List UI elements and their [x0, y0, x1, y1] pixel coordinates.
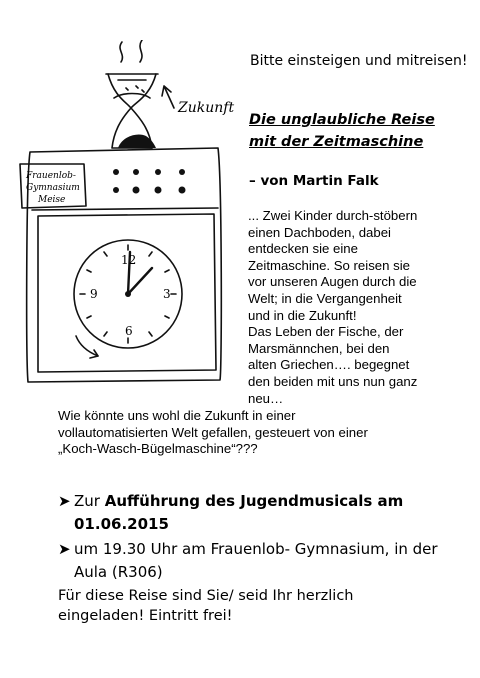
- bullet-bold: Aufführung des Jugendmusicals am: [104, 492, 404, 510]
- story-line: alten Griechen…. begegnet: [248, 357, 410, 373]
- question-line: „Koch-Wasch-Bügelmaschine“???: [58, 441, 258, 457]
- story-line: Welt; in die Vergangenheit: [248, 290, 402, 306]
- invitation-line: eingeladen! Eintritt frei!: [58, 608, 233, 624]
- event-time-place: um 19.30 Uhr am Frauenlob- Gymnasium, in der: [74, 540, 438, 558]
- event-date: 01.06.2015: [74, 515, 169, 533]
- event-bullet: [58, 490, 468, 536]
- question-line: vollautomatisierten Welt gefallen, gesteuert von einer: [58, 424, 368, 440]
- arrow-bullet-icon: ➤: [58, 492, 71, 510]
- time-machine-drawing: [18, 40, 240, 420]
- title-line: mit der Zeitmaschine: [249, 134, 424, 150]
- story-line: Zeitmaschine. So reisen sie: [248, 257, 410, 273]
- title-line: Die unglaubliche Reise: [249, 112, 435, 128]
- story-line: neu…: [248, 390, 284, 406]
- bullet-lead: Zur: [74, 492, 105, 510]
- invitation: [58, 586, 468, 626]
- story-line: einen Dachboden, dabei: [248, 224, 391, 240]
- plate-line: Gymnasium: [26, 183, 80, 193]
- event-bullet: [58, 538, 468, 584]
- question-line: Wie könnte uns wohl die Zukunft in einer: [58, 408, 296, 423]
- steam-line: [140, 40, 142, 62]
- author: – von Martin Falk: [249, 173, 379, 189]
- story-text: [248, 208, 474, 407]
- zukunft-arrow: [162, 86, 174, 108]
- plate-line: Meise: [38, 195, 66, 205]
- story-line: vor unseren Augen durch die: [248, 274, 417, 290]
- story-line: Marsmännchen, bei den: [248, 340, 390, 356]
- zukunft-label: Zukunft: [178, 100, 235, 116]
- svg-text:3: 3: [163, 287, 171, 301]
- intro-text: Bitte einsteigen und mitreisen!: [250, 53, 468, 69]
- clock-hand-minute: [128, 268, 152, 294]
- invitation-line: Für diese Reise sind Sie/ seid Ihr herzlich: [58, 588, 354, 604]
- story-line: und in die Zukunft!: [248, 307, 357, 323]
- event-info: [58, 490, 468, 626]
- plate-line: Frauenlob-: [26, 171, 76, 181]
- hourglass-upper-bulb: [108, 74, 156, 108]
- story-line: entdecken sie eine: [248, 241, 358, 257]
- svg-text:6: 6: [125, 324, 133, 338]
- steam-line: [120, 42, 122, 62]
- svg-text:12: 12: [121, 253, 137, 267]
- svg-text:9: 9: [90, 287, 98, 301]
- arrow-bullet-icon: ➤: [58, 540, 71, 558]
- story-line: ... Zwei Kinder durch-stöbern: [248, 208, 418, 223]
- question-text: [58, 408, 478, 458]
- story-line: Das Leben der Fische, der: [248, 324, 404, 340]
- story-line: den beiden mit uns nun ganz: [248, 373, 418, 389]
- title: [249, 109, 475, 153]
- event-room: Aula (R306): [74, 563, 163, 581]
